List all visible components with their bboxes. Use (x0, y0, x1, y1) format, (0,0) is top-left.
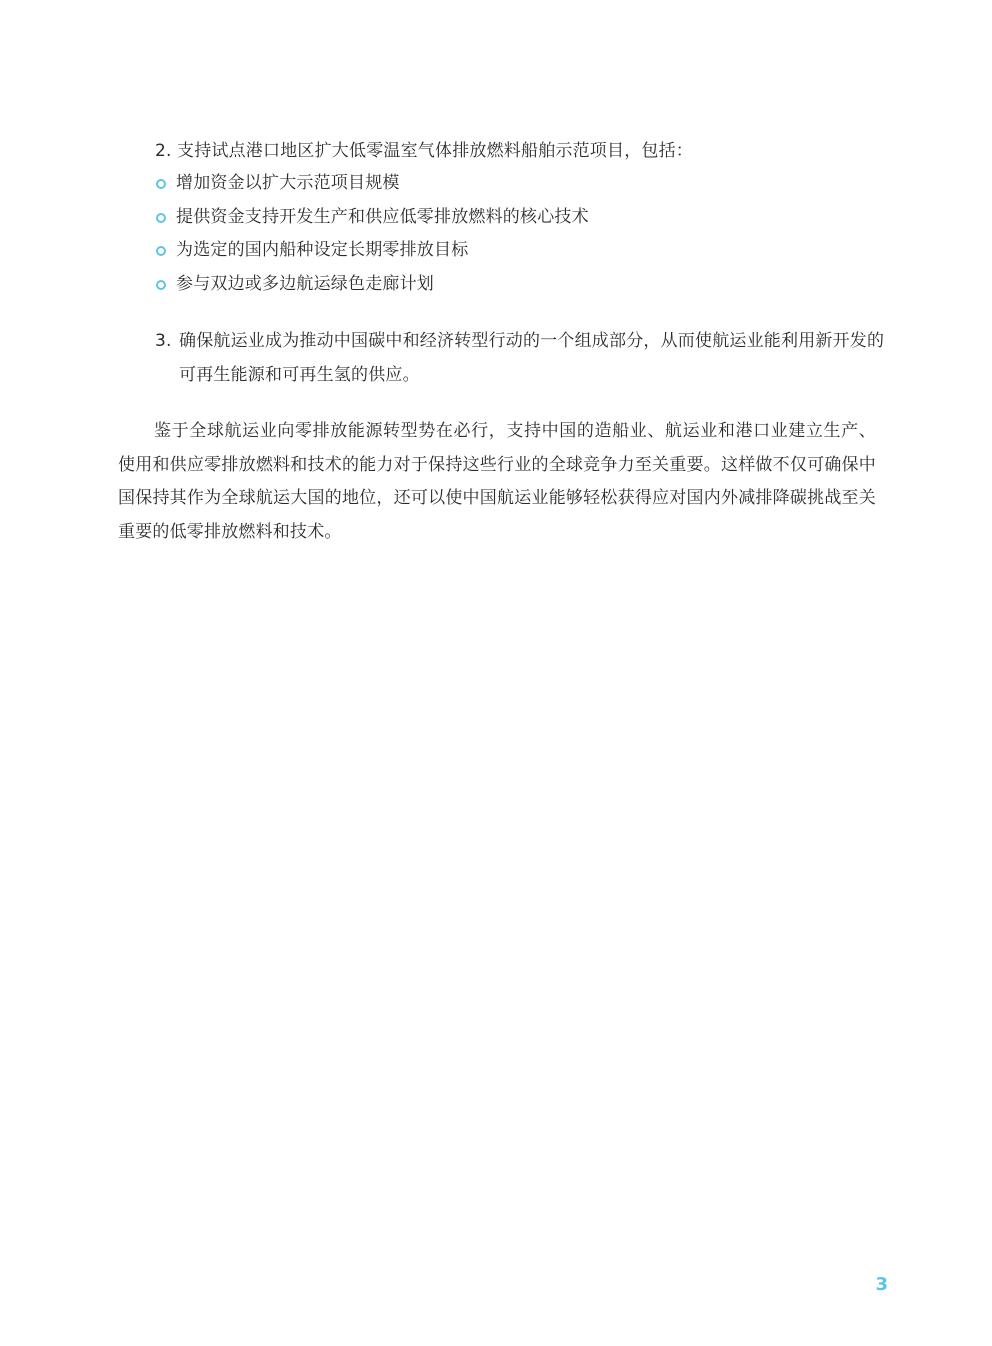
page-number: 3 (875, 1274, 888, 1295)
item-text: 确保航运业成为推动中国碳中和经济转型行动的一个组成部分，从而使航运业能利用新开发的可再生能源和可再生氢的供应。 (179, 331, 885, 385)
bullet-text: 提供资金支持开发生产和供应低零排放燃料的核心技术 (176, 206, 589, 227)
bullet-text: 增加资金以扩大示范项目规模 (176, 173, 400, 193)
item-number: 3. (155, 331, 172, 351)
bullet-text: 参与双边或多边航运绿色走廊计划 (176, 273, 434, 294)
item-text: 支持试点港口地区扩大低零温室气体排放燃料船舶示范项目，包括： (177, 141, 693, 161)
list-item (155, 234, 875, 268)
bullet-circle-icon (156, 246, 166, 256)
bullet-text: 为选定的国内船种设定长期零排放目标 (176, 240, 469, 260)
numbered-item-3 (155, 324, 885, 392)
numbered-item-2 (155, 134, 885, 168)
body-paragraph: 鉴于全球航运业向零排放能源转型势在必行，支持中国的造船业、航运业和港口业建立生产、使用和供应零排放燃料和技术的能力对于保持这些行业的全球竞争力至关重要。这样做不仅可确保中国保持其作为全球航运大国的地位，还可以使中国航运业能够轻松获得应对国内外减排降碳挑战至关重要的低零排放燃料和技术。 (118, 421, 876, 543)
bullet-circle-icon (156, 179, 166, 189)
item-number: 2. (155, 141, 172, 161)
list-item (155, 167, 875, 201)
bullet-list (155, 167, 875, 301)
list-item (155, 268, 875, 302)
bullet-circle-icon (156, 280, 166, 290)
bullet-circle-icon (156, 213, 166, 223)
list-item (155, 201, 875, 235)
